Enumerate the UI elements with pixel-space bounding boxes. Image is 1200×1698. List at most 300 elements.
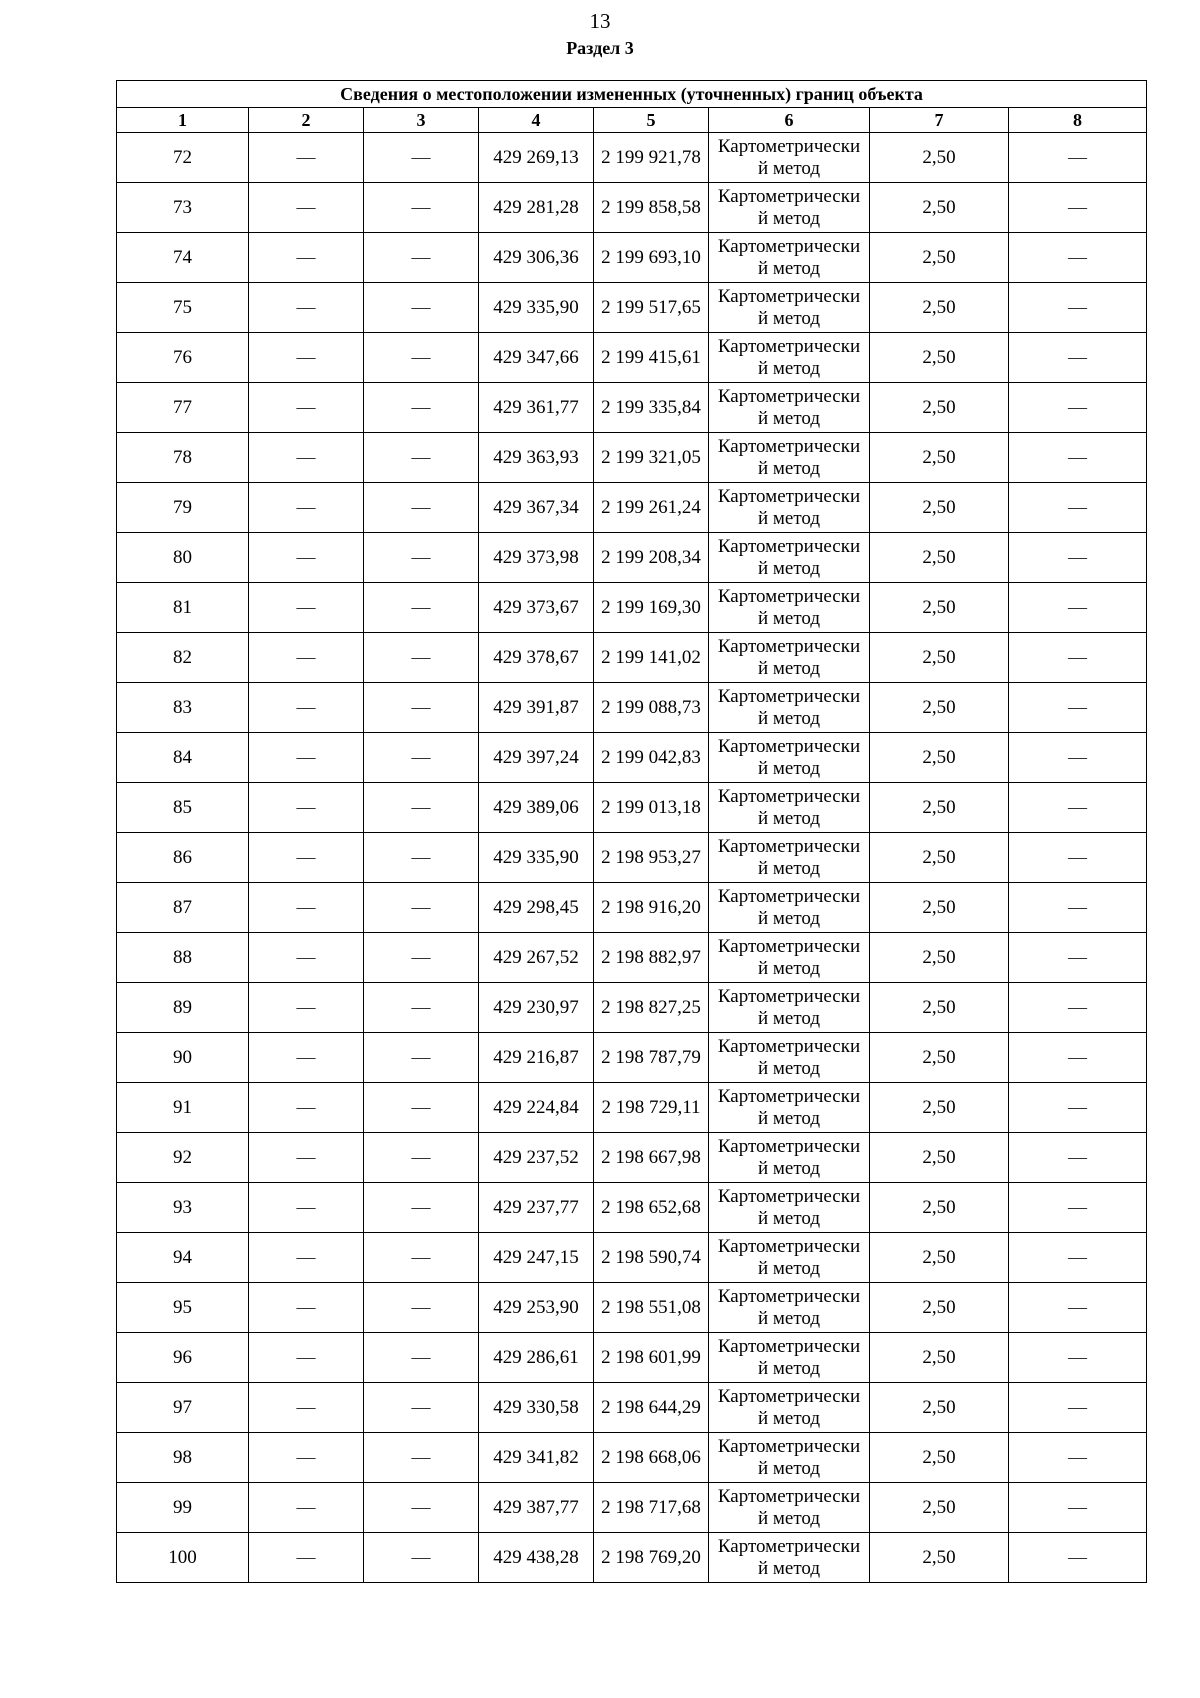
method-line-2: й метод [757,657,821,679]
method-line-1: Картометрически [717,1285,861,1307]
column-2-cell: — [249,1533,364,1583]
method-line-2: й метод [757,1207,821,1229]
column-8-cell: — [1009,1133,1147,1183]
column-2-cell: — [249,883,364,933]
column-3-cell: — [364,1333,479,1383]
coordinate-x-cell: 429 335,90 [479,833,594,883]
coordinate-y-cell: 2 198 882,97 [594,933,709,983]
coordinate-x-cell: 429 298,45 [479,883,594,933]
method-line-1: Картометрически [717,235,861,257]
column-8-cell: — [1009,1283,1147,1333]
method-cell [709,183,870,233]
method-line-2: й метод [757,1507,821,1529]
column-8-cell: — [1009,833,1147,883]
column-2-cell: — [249,583,364,633]
table-caption: Сведения о местоположении измененных (уточненных) границ объекта [117,81,1147,108]
table-row [117,1183,1147,1233]
coordinate-y-cell: 2 199 415,61 [594,333,709,383]
method-line-1: Картометрически [717,985,861,1007]
method-line-2: й метод [757,1107,821,1129]
table-row [117,1433,1147,1483]
method-line-1: Картометрически [717,585,861,607]
column-3-cell: — [364,1433,479,1483]
coordinate-x-cell: 429 224,84 [479,1083,594,1133]
method-line-1: Картометрически [717,1185,861,1207]
coordinate-y-cell: 2 198 590,74 [594,1233,709,1283]
accuracy-cell: 2,50 [870,383,1009,433]
coordinate-x-cell: 429 330,58 [479,1383,594,1433]
method-cell [709,383,870,433]
column-2-cell: — [249,983,364,1033]
column-2-cell: — [249,183,364,233]
point-number-cell: 96 [117,1333,249,1383]
table-row [117,933,1147,983]
accuracy-cell: 2,50 [870,1033,1009,1083]
method-cell [709,933,870,983]
column-3-cell: — [364,933,479,983]
table-row [117,833,1147,883]
method-cell [709,233,870,283]
table-header-row [117,108,1147,133]
method-cell [709,333,870,383]
coordinate-x-cell: 429 373,67 [479,583,594,633]
point-number-cell: 95 [117,1283,249,1333]
column-8-cell: — [1009,983,1147,1033]
coordinate-x-cell: 429 438,28 [479,1533,594,1583]
column-header: 4 [479,108,594,133]
column-2-cell: — [249,1133,364,1183]
method-line-1: Картометрически [717,1235,861,1257]
table-row [117,533,1147,583]
table-row [117,1483,1147,1533]
boundary-coordinates-table [116,80,1147,1583]
method-cell [709,483,870,533]
column-3-cell: — [364,1533,479,1583]
column-2-cell: — [249,733,364,783]
coordinate-x-cell: 429 281,28 [479,183,594,233]
method-cell [709,1533,870,1583]
coordinate-y-cell: 2 199 169,30 [594,583,709,633]
coordinate-x-cell: 429 391,87 [479,683,594,733]
table-body [117,133,1147,1583]
method-cell [709,1383,870,1433]
point-number-cell: 73 [117,183,249,233]
method-line-2: й метод [757,257,821,279]
method-cell [709,1283,870,1333]
point-number-cell: 84 [117,733,249,783]
method-cell [709,883,870,933]
coordinate-y-cell: 2 199 335,84 [594,383,709,433]
coordinate-y-cell: 2 199 858,58 [594,183,709,233]
method-line-2: й метод [757,407,821,429]
accuracy-cell: 2,50 [870,733,1009,783]
point-number-cell: 81 [117,583,249,633]
method-line-2: й метод [757,1257,821,1279]
column-3-cell: — [364,283,479,333]
column-header: 1 [117,108,249,133]
coordinate-y-cell: 2 199 261,24 [594,483,709,533]
coordinate-y-cell: 2 198 769,20 [594,1533,709,1583]
table-row [117,633,1147,683]
column-header: 7 [870,108,1009,133]
column-8-cell: — [1009,1533,1147,1583]
point-number-cell: 86 [117,833,249,883]
table-row [117,883,1147,933]
table-row [117,733,1147,783]
point-number-cell: 77 [117,383,249,433]
accuracy-cell: 2,50 [870,483,1009,533]
method-line-2: й метод [757,757,821,779]
point-number-cell: 75 [117,283,249,333]
coordinate-y-cell: 2 199 693,10 [594,233,709,283]
coordinate-x-cell: 429 389,06 [479,783,594,833]
coordinate-y-cell: 2 199 517,65 [594,283,709,333]
table-row [117,233,1147,283]
coordinate-y-cell: 2 198 667,98 [594,1133,709,1183]
column-2-cell: — [249,283,364,333]
method-line-1: Картометрически [717,185,861,207]
column-2-cell: — [249,633,364,683]
column-3-cell: — [364,1233,479,1283]
column-8-cell: — [1009,633,1147,683]
accuracy-cell: 2,50 [870,333,1009,383]
accuracy-cell: 2,50 [870,783,1009,833]
column-8-cell: — [1009,933,1147,983]
column-8-cell: — [1009,533,1147,583]
column-2-cell: — [249,1283,364,1333]
method-line-1: Картометрически [717,1535,861,1557]
method-cell [709,283,870,333]
column-header: 3 [364,108,479,133]
method-line-2: й метод [757,1157,821,1179]
coordinate-x-cell: 429 373,98 [479,533,594,583]
method-line-2: й метод [757,207,821,229]
method-line-2: й метод [757,1557,821,1579]
method-line-2: й метод [757,1457,821,1479]
method-cell [709,1033,870,1083]
accuracy-cell: 2,50 [870,1283,1009,1333]
table-row [117,1533,1147,1583]
coordinate-y-cell: 2 199 013,18 [594,783,709,833]
method-line-1: Картометрически [717,685,861,707]
method-line-2: й метод [757,1407,821,1429]
method-line-2: й метод [757,357,821,379]
column-8-cell: — [1009,1033,1147,1083]
coordinate-y-cell: 2 198 601,99 [594,1333,709,1383]
accuracy-cell: 2,50 [870,1483,1009,1533]
point-number-cell: 88 [117,933,249,983]
method-cell [709,633,870,683]
column-8-cell: — [1009,783,1147,833]
column-2-cell: — [249,683,364,733]
column-8-cell: — [1009,1383,1147,1433]
column-8-cell: — [1009,1083,1147,1133]
coordinate-y-cell: 2 199 088,73 [594,683,709,733]
column-8-cell: — [1009,183,1147,233]
method-line-1: Картометрически [717,635,861,657]
table-row [117,333,1147,383]
column-3-cell: — [364,633,479,683]
column-2-cell: — [249,383,364,433]
point-number-cell: 72 [117,133,249,183]
section-title: Раздел 3 [566,38,634,58]
method-line-2: й метод [757,857,821,879]
coordinate-x-cell: 429 361,77 [479,383,594,433]
accuracy-cell: 2,50 [870,533,1009,583]
column-8-cell: — [1009,483,1147,533]
column-2-cell: — [249,233,364,283]
column-8-cell: — [1009,883,1147,933]
method-line-1: Картометрически [717,485,861,507]
accuracy-cell: 2,50 [870,1183,1009,1233]
column-header: 5 [594,108,709,133]
coordinate-y-cell: 2 198 729,11 [594,1083,709,1133]
point-number-cell: 93 [117,1183,249,1233]
method-line-2: й метод [757,1057,821,1079]
method-line-1: Картометрически [717,1435,861,1457]
column-3-cell: — [364,1133,479,1183]
column-3-cell: — [364,233,479,283]
method-line-1: Картометрически [717,935,861,957]
method-line-2: й метод [757,507,821,529]
coordinate-x-cell: 429 269,13 [479,133,594,183]
column-2-cell: — [249,1433,364,1483]
point-number-cell: 74 [117,233,249,283]
method-line-1: Картометрически [717,1485,861,1507]
column-8-cell: — [1009,1333,1147,1383]
coordinate-x-cell: 429 378,67 [479,633,594,683]
accuracy-cell: 2,50 [870,1333,1009,1383]
accuracy-cell: 2,50 [870,583,1009,633]
method-line-2: й метод [757,607,821,629]
accuracy-cell: 2,50 [870,883,1009,933]
column-3-cell: — [364,833,479,883]
coordinate-x-cell: 429 341,82 [479,1433,594,1483]
point-number-cell: 97 [117,1383,249,1433]
column-8-cell: — [1009,333,1147,383]
point-number-cell: 83 [117,683,249,733]
column-2-cell: — [249,1333,364,1383]
coordinate-x-cell: 429 237,52 [479,1133,594,1183]
method-line-1: Картометрически [717,835,861,857]
table-row [117,283,1147,333]
column-header: 8 [1009,108,1147,133]
column-2-cell: — [249,833,364,883]
accuracy-cell: 2,50 [870,1133,1009,1183]
column-2-cell: — [249,783,364,833]
method-cell [709,583,870,633]
method-line-1: Картометрически [717,1135,861,1157]
coordinate-x-cell: 429 363,93 [479,433,594,483]
column-3-cell: — [364,1033,479,1083]
column-8-cell: — [1009,433,1147,483]
column-header: 6 [709,108,870,133]
coordinate-x-cell: 429 367,34 [479,483,594,533]
coordinate-x-cell: 429 237,77 [479,1183,594,1233]
accuracy-cell: 2,50 [870,133,1009,183]
point-number-cell: 92 [117,1133,249,1183]
method-line-2: й метод [757,307,821,329]
point-number-cell: 78 [117,433,249,483]
accuracy-cell: 2,50 [870,1083,1009,1133]
coordinate-y-cell: 2 198 953,27 [594,833,709,883]
method-cell [709,533,870,583]
accuracy-cell: 2,50 [870,1233,1009,1283]
column-2-cell: — [249,133,364,183]
accuracy-cell: 2,50 [870,683,1009,733]
method-cell [709,1133,870,1183]
method-cell [709,1083,870,1133]
column-3-cell: — [364,183,479,233]
table-row [117,1133,1147,1183]
table-row [117,683,1147,733]
coordinate-x-cell: 429 335,90 [479,283,594,333]
column-3-cell: — [364,1383,479,1433]
method-cell [709,833,870,883]
column-3-cell: — [364,983,479,1033]
column-3-cell: — [364,683,479,733]
column-8-cell: — [1009,133,1147,183]
method-line-1: Картометрически [717,785,861,807]
column-3-cell: — [364,1083,479,1133]
column-2-cell: — [249,483,364,533]
table-row [117,1083,1147,1133]
coordinate-x-cell: 429 306,36 [479,233,594,283]
accuracy-cell: 2,50 [870,833,1009,883]
table-row [117,1283,1147,1333]
column-2-cell: — [249,1233,364,1283]
point-number-cell: 94 [117,1233,249,1283]
method-line-2: й метод [757,957,821,979]
point-number-cell: 89 [117,983,249,1033]
column-3-cell: — [364,733,479,783]
accuracy-cell: 2,50 [870,1383,1009,1433]
method-cell [709,133,870,183]
coordinate-x-cell: 429 247,15 [479,1233,594,1283]
point-number-cell: 79 [117,483,249,533]
method-line-2: й метод [757,1307,821,1329]
column-3-cell: — [364,483,479,533]
column-8-cell: — [1009,583,1147,633]
column-2-cell: — [249,933,364,983]
table-row [117,433,1147,483]
method-cell [709,433,870,483]
coordinate-x-cell: 429 230,97 [479,983,594,1033]
table-caption-row [117,81,1147,108]
accuracy-cell: 2,50 [870,283,1009,333]
method-line-1: Картометрически [717,1035,861,1057]
point-number-cell: 76 [117,333,249,383]
table-row [117,183,1147,233]
coordinate-x-cell: 429 253,90 [479,1283,594,1333]
table-row [117,1333,1147,1383]
column-3-cell: — [364,1283,479,1333]
coordinate-x-cell: 429 397,24 [479,733,594,783]
method-cell [709,1233,870,1283]
method-cell [709,1183,870,1233]
method-line-2: й метод [757,907,821,929]
column-2-cell: — [249,333,364,383]
coordinate-x-cell: 429 216,87 [479,1033,594,1083]
table-row [117,133,1147,183]
coordinate-x-cell: 429 387,77 [479,1483,594,1533]
method-line-1: Картометрически [717,335,861,357]
accuracy-cell: 2,50 [870,183,1009,233]
column-2-cell: — [249,1483,364,1533]
table-row [117,1233,1147,1283]
method-line-2: й метод [757,157,821,179]
method-line-1: Картометрически [717,1085,861,1107]
method-line-2: й метод [757,557,821,579]
column-8-cell: — [1009,1233,1147,1283]
column-3-cell: — [364,383,479,433]
column-header: 2 [249,108,364,133]
column-8-cell: — [1009,683,1147,733]
accuracy-cell: 2,50 [870,633,1009,683]
point-number-cell: 90 [117,1033,249,1083]
coordinate-y-cell: 2 198 827,25 [594,983,709,1033]
accuracy-cell: 2,50 [870,933,1009,983]
column-8-cell: — [1009,283,1147,333]
column-3-cell: — [364,583,479,633]
coordinate-x-cell: 429 286,61 [479,1333,594,1383]
method-line-1: Картометрически [717,385,861,407]
point-number-cell: 82 [117,633,249,683]
method-cell [709,1483,870,1533]
method-line-1: Картометрически [717,435,861,457]
accuracy-cell: 2,50 [870,983,1009,1033]
coordinate-y-cell: 2 199 141,02 [594,633,709,683]
coordinate-y-cell: 2 198 668,06 [594,1433,709,1483]
coordinate-y-cell: 2 199 921,78 [594,133,709,183]
column-3-cell: — [364,883,479,933]
point-number-cell: 80 [117,533,249,583]
method-cell [709,983,870,1033]
method-line-2: й метод [757,807,821,829]
method-line-1: Картометрически [717,285,861,307]
column-8-cell: — [1009,1433,1147,1483]
point-number-cell: 87 [117,883,249,933]
accuracy-cell: 2,50 [870,233,1009,283]
column-3-cell: — [364,333,479,383]
column-8-cell: — [1009,383,1147,433]
accuracy-cell: 2,50 [870,433,1009,483]
table-row [117,383,1147,433]
coordinate-y-cell: 2 198 644,29 [594,1383,709,1433]
coordinate-y-cell: 2 199 208,34 [594,533,709,583]
coordinate-x-cell: 429 267,52 [479,933,594,983]
column-2-cell: — [249,1083,364,1133]
method-cell [709,1433,870,1483]
coordinate-y-cell: 2 199 042,83 [594,733,709,783]
method-line-2: й метод [757,1007,821,1029]
accuracy-cell: 2,50 [870,1433,1009,1483]
table-row [117,583,1147,633]
point-number-cell: 99 [117,1483,249,1533]
method-cell [709,733,870,783]
column-2-cell: — [249,433,364,483]
method-line-1: Картометрически [717,885,861,907]
column-3-cell: — [364,1483,479,1533]
column-8-cell: — [1009,1183,1147,1233]
coordinate-y-cell: 2 198 551,08 [594,1283,709,1333]
column-2-cell: — [249,1383,364,1433]
method-line-1: Картометрически [717,1385,861,1407]
method-line-1: Картометрически [717,135,861,157]
method-cell [709,683,870,733]
column-2-cell: — [249,533,364,583]
column-8-cell: — [1009,733,1147,783]
